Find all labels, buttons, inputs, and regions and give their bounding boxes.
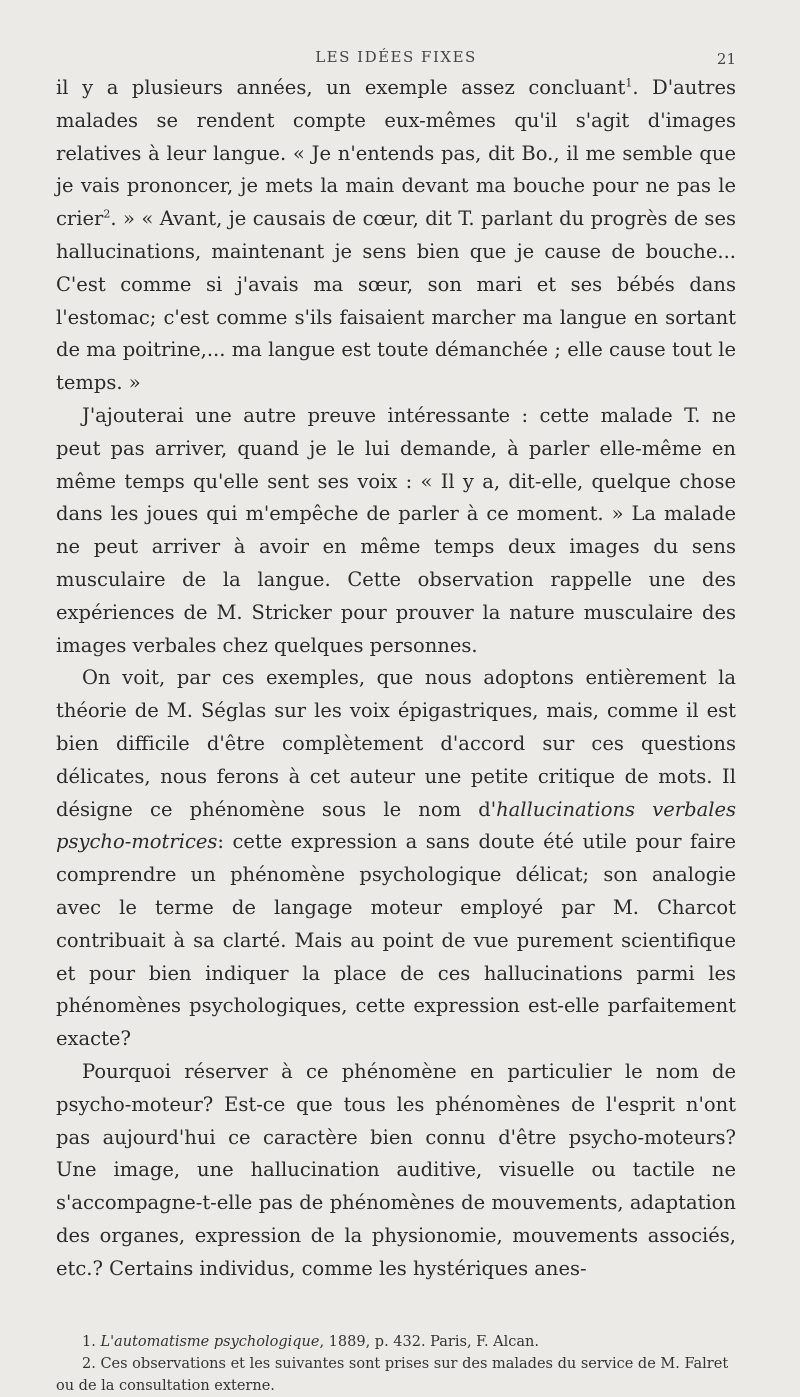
- running-head: [56, 0, 736, 70]
- footnote-2: 2. Ces observations et les suivantes sont prises sur des malades du service de M. Falret ou de la consultation externe.: [56, 1356, 729, 1395]
- page-number: 21: [716, 50, 736, 68]
- paragraph-1: il y a plusieurs années, un exemple assez concluant$^1$. D'autres malades se rendent compte eux-mêmes qu'il s'agit d'images relatives à leur langue. « Je n'entends pas, dit Bo., il me semble que je vais prononcer, je mets la main devant ma bouche pour ne pas le crier$^2$. » « Avant, je causais de cœur, dit T. parlant du progrès de ses hallucinations, maintenant je sens bien que je cause de bouche... C'est comme si j'avais ma sœur, son mari et ses bébés dans l'estomac; c'est comme s'ils faisaient marcher ma langue en sortant de ma poitrine,... ma langue est toute démanchée ; elle cause tout le temps. »: [56, 76, 737, 395]
- paragraph-3: On voit, par ces exemples, que nous adoptons entièrement la théorie de M. Séglas sur les voix épigastriques, mais, comme il est bien difficile d'être complètement d'accord sur ces questions délicates, nous ferons à cet auteur une petite critique de mots. Il désigne ce phénomène sous le nom d'hallucinations verbales psycho-motrices: cette expression a sans doute été utile pour faire comprendre un phénomène psychologique délicat; son analogie avec le terme de langage moteur employé par M. Charcot contribuait à sa clarté. Mais au point de vue purement scientifique et pour bien indiquer la place de ces hallucinations parmi les phénomènes psychologiques, cette expression est-elle parfaitement exacte?: [56, 666, 737, 1051]
- footnote-1: 1. L'automatisme psychologique, 1889, p. 432. Paris, F. Alcan.: [82, 1334, 540, 1351]
- body-text: [56, 72, 736, 1285]
- footnotes: [56, 1331, 736, 1397]
- footnote-ref-1: 1: [625, 76, 633, 90]
- footnote-1-title: L'automatisme psychologique: [100, 1334, 320, 1351]
- paragraph-4: Pourquoi réserver à ce phénomène en particulier le nom de psycho-moteur? Est-ce que tous les phénomènes de l'esprit n'ont pas aujourd'hui ce caractère bien connu d'être psycho-moteurs? Une image, une hallucination auditive, visuelle ou tactile ne s'accompagne-t-elle pas de phénomènes de mouvements, adaptation des organes, expression de la physionomie, mouvements associés, etc.? Certains individus, comme les hystériques anes-: [56, 1059, 736, 1280]
- paragraph-2: J'ajouterai une autre preuve intéressante : cette malade T. ne peut pas arriver, quand je le lui demande, à parler elle-même en même temps qu'elle sent ses voix : « Il y a, dit-elle, quelque chose dans les joues qui m'empêche de parler à ce moment. » La malade ne peut arriver à avoir en même temps deux images du sens musculaire de la langue. Cette observation rappelle une des expériences de M. Stricker pour prouver la nature musculaire des images verbales chez quelques personnes.: [56, 403, 736, 657]
- footnote-ref-2: 2: [103, 207, 111, 221]
- italic-term: hallucinations verbales psycho-motrices: [56, 797, 737, 854]
- running-title: LES IDÉES FIXES: [315, 48, 477, 66]
